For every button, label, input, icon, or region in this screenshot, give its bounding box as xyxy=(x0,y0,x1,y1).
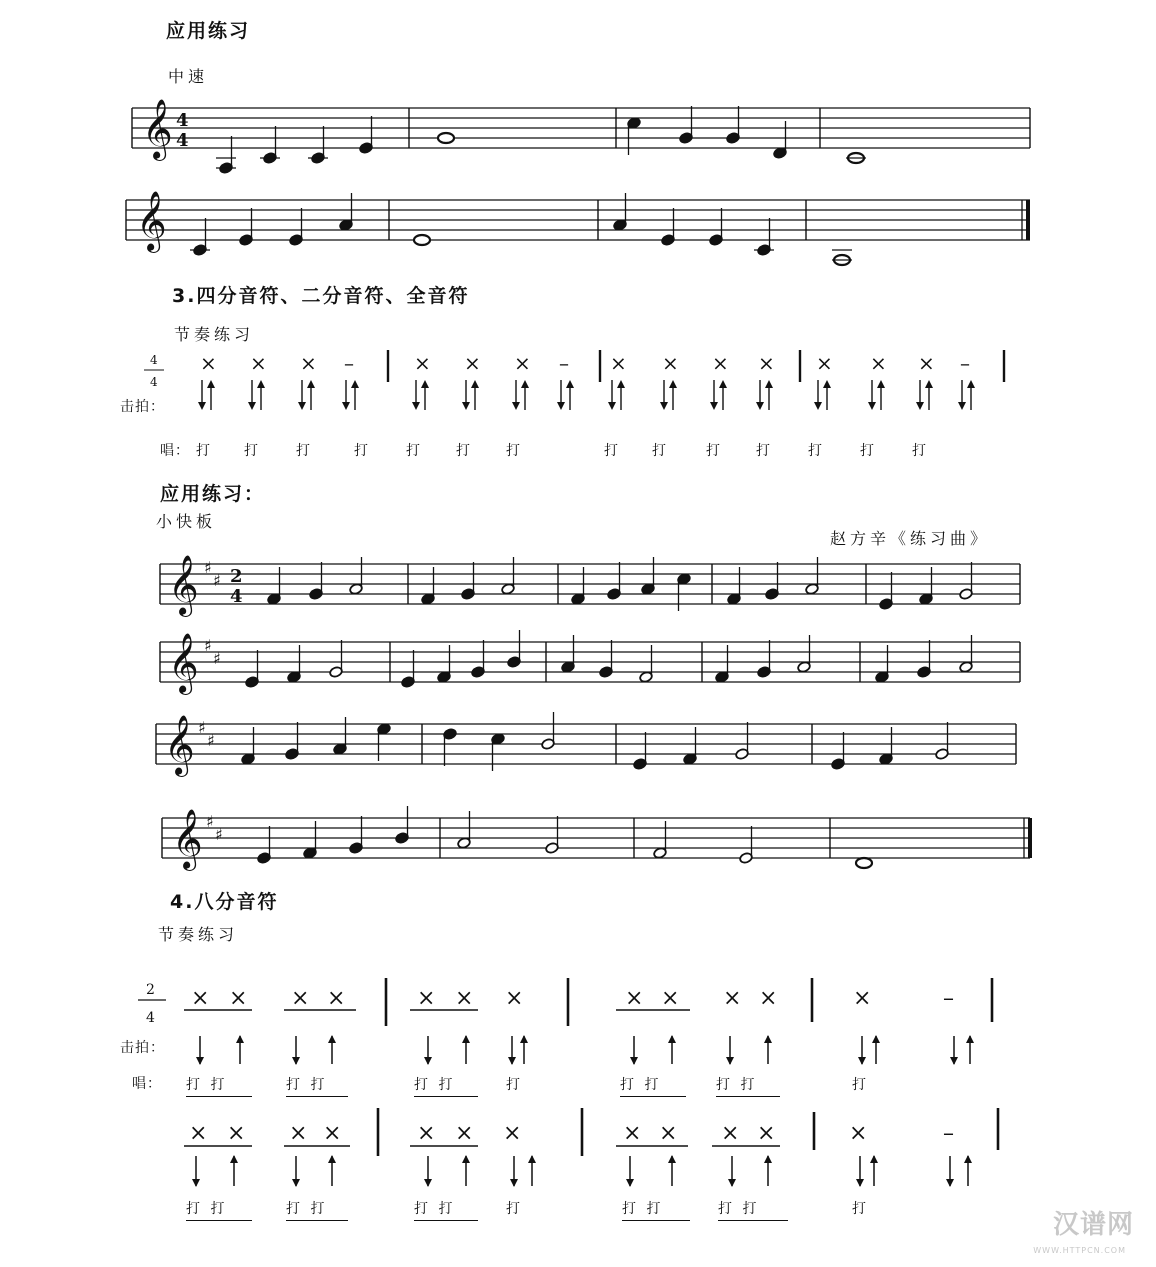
rhythm-cross-mark: × xyxy=(870,351,887,375)
sung-syllable-group: 打 打 xyxy=(286,1074,348,1097)
beat-down-arrowhead xyxy=(958,402,966,410)
beat-up-arrowhead xyxy=(719,380,727,388)
beat-up-arrowhead xyxy=(872,1035,880,1043)
rhythm-cross-mark: × xyxy=(291,986,310,1011)
sung-syllable-group: 打 xyxy=(506,1201,523,1217)
rhythm-cross-mark: × xyxy=(721,1121,740,1146)
rhythm-cross-mark: × xyxy=(250,351,267,375)
rhythm-cross-mark: × xyxy=(289,1121,308,1146)
rhythm-cross-mark: × xyxy=(200,351,217,375)
rhythm-cross-mark: × xyxy=(662,351,679,375)
beat-down-arrowhead xyxy=(626,1179,634,1187)
section3-heading: 3.四分音符、二分音符、全音符 xyxy=(172,285,470,307)
rhythm-cross-mark: × xyxy=(417,1121,436,1146)
section3-rhythm-title: 节奏练习 xyxy=(174,325,255,344)
beat-up-arrowhead xyxy=(521,380,529,388)
beat-up-arrowhead xyxy=(823,380,831,388)
beat-down-arrowhead xyxy=(710,402,718,410)
beat-up-arrowhead xyxy=(566,380,574,388)
section4-rhythm-title: 节奏练习 xyxy=(158,925,239,944)
beat-up-arrowhead xyxy=(421,380,429,388)
rhythm-cross-mark: × xyxy=(514,351,531,375)
rhythm-cross-mark: × xyxy=(759,986,778,1011)
sung-syllable: 打 xyxy=(604,443,618,459)
beat-down-arrowhead xyxy=(292,1179,300,1187)
rhythm-cross-mark: × xyxy=(300,351,317,375)
rhythm-cross-mark: × xyxy=(189,1121,208,1146)
section-b-tempo: 小快板 xyxy=(156,512,217,531)
rhythm-rest-dash: – xyxy=(344,351,354,375)
beat-down-arrowhead xyxy=(814,402,822,410)
rhythm-cross-mark: × xyxy=(414,351,431,375)
key-sharp-f-icon: ♯ xyxy=(198,718,206,737)
sung-syllable: 打 xyxy=(860,443,874,459)
rhythm-cross-mark: × xyxy=(191,986,210,1011)
beat-up-arrowhead xyxy=(257,380,265,388)
rhythm-cross-mark: × xyxy=(323,1121,342,1146)
rhythm-cross-mark: × xyxy=(505,986,524,1011)
treble-clef-icon: 𝄞 xyxy=(168,633,199,693)
time-signature-top: 4 xyxy=(176,110,189,131)
time-signature-top: 2 xyxy=(230,566,243,587)
sung-syllable: 打 xyxy=(756,443,770,459)
rhythm-cross-mark: × xyxy=(455,986,474,1011)
rhythm-cross-mark: × xyxy=(227,1121,246,1146)
beat-up-arrowhead xyxy=(764,1035,772,1043)
beat-down-arrowhead xyxy=(858,1057,866,1065)
sung-syllable: 打 xyxy=(354,443,368,459)
beat-down-arrowhead xyxy=(916,402,924,410)
section-a-heading: 应用练习 xyxy=(166,20,251,42)
beat-up-arrowhead xyxy=(351,380,359,388)
sung-syllable-group: 打 打 xyxy=(286,1198,348,1221)
beat-up-arrowhead xyxy=(764,1155,772,1163)
beat-up-arrowhead xyxy=(520,1035,528,1043)
key-sharp-c-icon: ♯ xyxy=(215,825,223,844)
beat-down-arrowhead xyxy=(950,1057,958,1065)
rhythm-cross-mark: × xyxy=(503,1121,522,1146)
beat-up-arrowhead xyxy=(528,1155,536,1163)
key-sharp-c-icon: ♯ xyxy=(207,731,215,750)
rhythm-cross-mark: × xyxy=(327,986,346,1011)
section4-beat-label: 击拍： xyxy=(120,1040,165,1056)
rhythm-cross-mark: × xyxy=(623,1121,642,1146)
sung-syllable: 打 xyxy=(506,443,520,459)
whole-note xyxy=(856,858,872,868)
beat-down-arrowhead xyxy=(298,402,306,410)
sung-syllable-group: 打 打 xyxy=(620,1074,686,1097)
rhythm-rest-dash: – xyxy=(559,351,569,375)
beat-up-arrowhead xyxy=(966,1035,974,1043)
beat-up-arrowhead xyxy=(328,1035,336,1043)
beat-down-arrowhead xyxy=(198,402,206,410)
beat-up-arrowhead xyxy=(870,1155,878,1163)
key-sharp-f-icon: ♯ xyxy=(206,812,214,831)
key-sharp-c-icon: ♯ xyxy=(213,649,221,668)
sung-syllable: 打 xyxy=(652,443,666,459)
beat-down-arrowhead xyxy=(512,402,520,410)
treble-clef-icon: 𝄞 xyxy=(164,715,195,775)
beat-up-arrowhead xyxy=(462,1035,470,1043)
beat-down-arrowhead xyxy=(630,1057,638,1065)
beat-up-arrowhead xyxy=(328,1155,336,1163)
beat-down-arrowhead xyxy=(728,1179,736,1187)
sung-syllable: 打 xyxy=(808,443,822,459)
sung-syllable: 打 xyxy=(456,443,470,459)
beat-up-arrowhead xyxy=(668,1155,676,1163)
rhythm-cross-mark: × xyxy=(853,986,872,1011)
rhythm-cross-mark: × xyxy=(849,1121,868,1146)
treble-clef-icon: 𝄞 xyxy=(136,191,167,251)
section4-heading: 4.八分音符 xyxy=(170,891,279,913)
beat-up-arrowhead xyxy=(230,1155,238,1163)
section-b-heading: 应用练习： xyxy=(160,483,266,505)
beat-down-arrowhead xyxy=(424,1057,432,1065)
sung-syllable: 打 xyxy=(244,443,258,459)
beat-down-arrowhead xyxy=(756,402,764,410)
sung-syllable-group: 打 打 xyxy=(186,1074,252,1097)
beat-down-arrowhead xyxy=(196,1057,204,1065)
beat-down-arrowhead xyxy=(248,402,256,410)
rhythm-rest-dash: – xyxy=(943,986,954,1011)
beat-up-arrowhead xyxy=(925,380,933,388)
beat-up-arrowhead xyxy=(207,380,215,388)
beat-down-arrowhead xyxy=(856,1179,864,1187)
beat-down-arrowhead xyxy=(412,402,420,410)
beat-up-arrowhead xyxy=(471,380,479,388)
rhythm-rest-dash: – xyxy=(943,1121,954,1146)
rhythm-cross-mark: × xyxy=(229,986,248,1011)
beat-down-arrowhead xyxy=(424,1179,432,1187)
sung-syllable: 打 xyxy=(296,443,310,459)
beat-up-arrowhead xyxy=(617,380,625,388)
beat-down-arrowhead xyxy=(342,402,350,410)
beat-up-arrowhead xyxy=(967,380,975,388)
time-signature-bottom: 4 xyxy=(176,130,189,151)
section3-sing-label: 唱： xyxy=(160,443,190,459)
rhythm-cross-mark: × xyxy=(661,986,680,1011)
beat-up-arrowhead xyxy=(462,1155,470,1163)
treble-clef-icon: 𝄞 xyxy=(168,555,199,615)
beat-down-arrowhead xyxy=(608,402,616,410)
sung-syllable: 打 xyxy=(912,443,926,459)
sung-syllable-group: 打 xyxy=(506,1077,523,1093)
section3-beat-label: 击拍： xyxy=(120,399,165,415)
beat-down-arrowhead xyxy=(946,1179,954,1187)
sung-syllable-group: 打 xyxy=(852,1201,869,1217)
rhythm-cross-mark: × xyxy=(625,986,644,1011)
beat-down-arrowhead xyxy=(292,1057,300,1065)
whole-note xyxy=(438,133,454,143)
key-sharp-f-icon: ♯ xyxy=(204,558,212,577)
rhythm-cross-mark: × xyxy=(816,351,833,375)
rhythm-cross-mark: × xyxy=(918,351,935,375)
beat-down-arrowhead xyxy=(192,1179,200,1187)
sung-syllable: 打 xyxy=(406,443,420,459)
treble-clef-icon: 𝄞 xyxy=(172,809,203,869)
time-signature-bottom: 4 xyxy=(230,586,243,607)
beat-up-arrowhead xyxy=(668,1035,676,1043)
rhythm2-time-bottom: 4 xyxy=(146,1010,155,1026)
rhythm-cross-mark: × xyxy=(464,351,481,375)
rhythm-cross-mark: × xyxy=(712,351,729,375)
beat-up-arrowhead xyxy=(236,1035,244,1043)
rhythm-cross-mark: × xyxy=(758,351,775,375)
sung-syllable-group: 打 打 xyxy=(718,1198,788,1221)
rhythm-cross-mark: × xyxy=(659,1121,678,1146)
treble-clef-icon: 𝄞 xyxy=(142,99,173,159)
beat-up-arrowhead xyxy=(669,380,677,388)
watermark-logo: 汉谱网 xyxy=(1052,1210,1134,1240)
beat-down-arrowhead xyxy=(510,1179,518,1187)
sung-syllable-group: 打 打 xyxy=(622,1198,690,1221)
rhythm-cross-mark: × xyxy=(723,986,742,1011)
beat-up-arrowhead xyxy=(877,380,885,388)
sung-syllable-group: 打 xyxy=(852,1077,869,1093)
rhythm-rest-dash: – xyxy=(960,351,970,375)
rhythm2-time-top: 2 xyxy=(146,982,155,998)
rhythm-time-top: 4 xyxy=(150,353,158,367)
sung-syllable-group: 打 打 xyxy=(414,1198,478,1221)
rhythm-cross-mark: × xyxy=(417,986,436,1011)
beat-down-arrowhead xyxy=(660,402,668,410)
beat-down-arrowhead xyxy=(462,402,470,410)
beat-down-arrowhead xyxy=(726,1057,734,1065)
beat-down-arrowhead xyxy=(557,402,565,410)
sung-syllable-group: 打 打 xyxy=(186,1198,252,1221)
beat-down-arrowhead xyxy=(508,1057,516,1065)
key-sharp-f-icon: ♯ xyxy=(204,636,212,655)
section4-sing-label: 唱： xyxy=(132,1076,162,1092)
beat-up-arrowhead xyxy=(964,1155,972,1163)
section-b-source: 赵方辛《练习曲》 xyxy=(830,529,991,548)
rhythm-cross-mark: × xyxy=(757,1121,776,1146)
whole-note xyxy=(414,235,430,245)
sung-syllable: 打 xyxy=(706,443,720,459)
key-sharp-c-icon: ♯ xyxy=(213,571,221,590)
rhythm-cross-mark: × xyxy=(610,351,627,375)
sung-syllable-group: 打 打 xyxy=(716,1074,780,1097)
rhythm-time-bottom: 4 xyxy=(150,375,158,389)
rhythm-cross-mark: × xyxy=(455,1121,474,1146)
beat-down-arrowhead xyxy=(868,402,876,410)
beat-up-arrowhead xyxy=(307,380,315,388)
sung-syllable-group: 打 打 xyxy=(414,1074,478,1097)
watermark-url: WWW.HTTPCN.COM xyxy=(1033,1246,1126,1255)
sung-syllable: 打 xyxy=(196,443,210,459)
beat-up-arrowhead xyxy=(765,380,773,388)
section-a-tempo: 中速 xyxy=(168,67,209,86)
